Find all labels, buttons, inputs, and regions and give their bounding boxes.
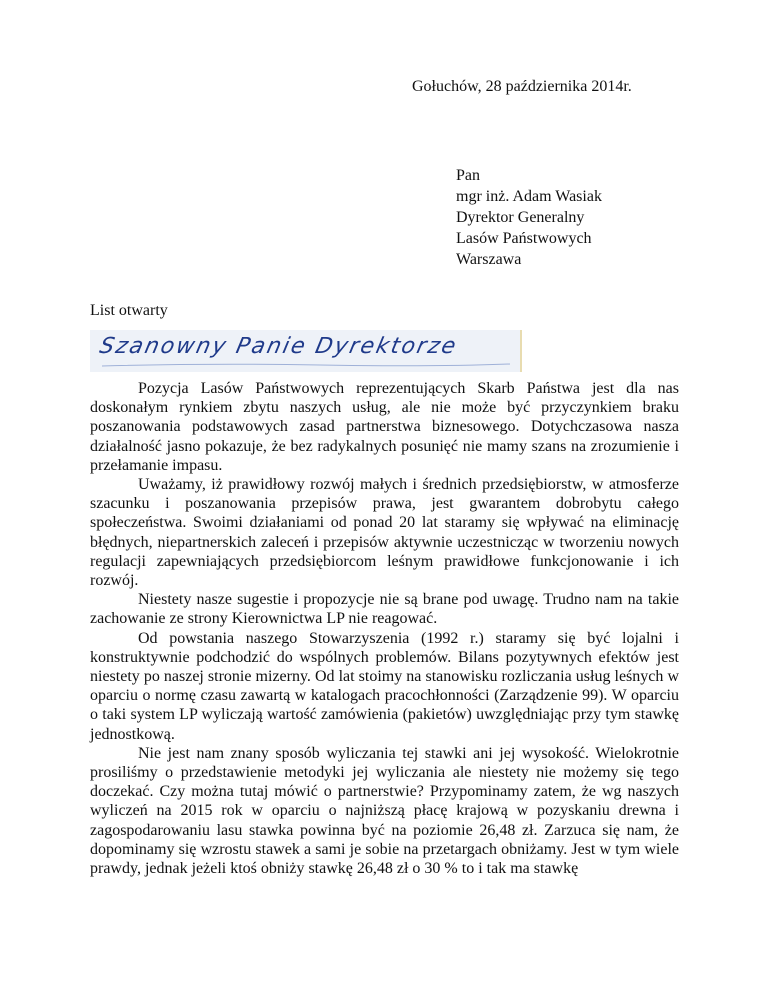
recipient-line: Warszawa [456, 251, 522, 268]
body-paragraph: Uważamy, iż prawidłowy rozwój małych i średnich przedsiębiorstw, w atmosferze szacunku i poszanowania przepisów prawa, jest gwarantem dobrobytu całego społeczeństwa. Swoimi działaniami od ponad 20 lat staramy się wpływać na eliminację błędnych, niepartnerskich zaleceń i przepisów aktywnie uczestnicząc w tworzeniu nowych regulacji zapewniających przedsiębiorcom leśnym prawidłowe funkcjonowanie i ich rozwój. [90, 476, 679, 590]
recipient-line: Dyrektor Generalny [456, 209, 585, 226]
recipient-line: Pan [456, 167, 480, 184]
recipient-address [456, 165, 602, 270]
recipient-line: Lasów Państwowych [456, 230, 592, 247]
body-paragraph: Niestety nasze sugestie i propozycje nie są brane pod uwagę. Trudno nam na takie zachowanie ze strony Kierownictwa LP nie reagować. [90, 591, 679, 628]
handwritten-salutation [90, 330, 522, 372]
body-paragraph: Od powstania naszego Stowarzyszenia (1992 r.) staramy się być lojalni i konstruktywnie podchodzić do wspólnych problemów. Bilans pozytywnych efektów jest niestety po naszej stronie mizerny. Od lat stoimy na stanowisku rozliczania usług leśnych w oparciu o normę czasu zawartą w katalogach pracochłonności (Zarządzenie 99). W oparciu o taki system LP wyliczają wartość zamówienia (pakietów) uwzględniając przy tym stawkę jednostkową. [90, 629, 679, 743]
letter-heading: List otwarty [90, 302, 168, 319]
body-paragraph: Nie jest nam znany sposób wyliczania tej stawki ani jej wysokość. Wielokrotnie prosiliśmy o przedstawienie metodyki jej wyliczania ale niestety nie możemy się tego doczekać. Czy można tutaj mówić o partnerstwie? Przypominamy zatem, że wg naszych wyliczeń na 2015 rok w oparciu o najniższą płacę krajową w pozyskaniu drewna i zagospodarowaniu lasu stawka powinna być na poziomie 26,48 zł. Zarzuca się nam, że dopominamy się wzrostu stawek a sami je sobie na przetargach obniżamy. Jest w tym wiele prawdy, jednak jeżeli ktoś obniży stawkę 26,48 zł o 30 % to i tak ma stawkę [90, 744, 679, 878]
body-paragraph: Pozycja Lasów Państwowych reprezentujących Skarb Państwa jest dla nas doskonałym rynkiem zbytu naszych usług, ale nie może być przyczynkiem braku poszanowania podstawowych zasad partnerstwa biznesowego. Dotychczasowa nasza działalność jasno pokazuje, że bez radykalnych posunięć nie mamy szans na zrozumienie i przełamanie impasu. [90, 380, 679, 474]
dateline: Gołuchów, 28 października 2014r. [412, 78, 632, 95]
recipient-line: mgr inż. Adam Wasiak [456, 188, 602, 205]
letter-body [90, 379, 679, 878]
salutation-script: Szanowny Panie Dyrektorze [97, 334, 460, 359]
